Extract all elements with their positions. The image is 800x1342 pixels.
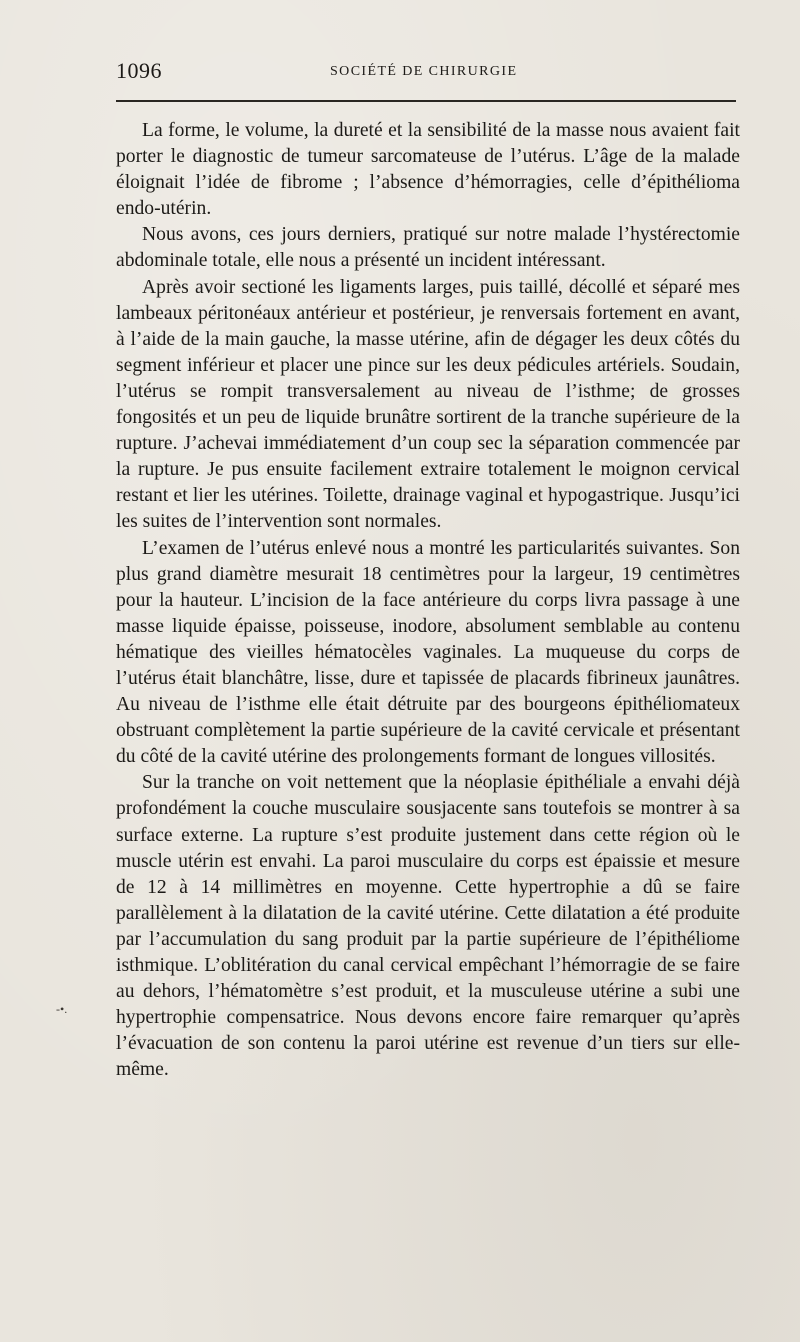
paragraph: L’examen de l’utérus enlevé nous a montré les particularités suivantes. Son plus grand diamètre mesurait 18 centimètres pour la largeur, 19 centimètres pour la hauteur. L’incision de la face antérieure du corps livra passage à une masse liquide épaisse, poisseuse, inodore, absolument semblable au contenu hématique des vieilles hématocèles vaginales. La muqueuse du corps de l’utérus était blanchâtre, lisse, dure et tapissée de placards fibrineux jaunâtres. Au niveau de l’isthme elle était détruite par des bourgeons épithéliomateux obstruant complètement la partie supérieure de la cavité cervicale et présentant du côté de la cavité utérine des prolongements formant de longues villosités. (116, 537, 740, 768)
paragraph: Sur la tranche on voit nettement que la néoplasie épithéliale a envahi déjà profondément la couche musculaire sousjacente sans toutefois se montrer à sa surface externe. La rupture s’est produite justement dans cette région où le muscle utérin est envahi. La paroi musculaire du corps est épaissie et mesure de 12 à 14 millimètres en moyenne. Cette hypertrophie a dû se faire parallèlement à la dilatation de la cavité utérine. Cette dilatation a été produite par l’accumulation du sang produit par la partie supérieure de l’épithéliome isthmique. L’oblitération du canal cervical empêchant l’hémorragie de se faire au dehors, l’hématomètre s’est produit, et la musculeuse utérine a subi une hypertrophie compensatrice. Nous devons encore faire remarquer qu’après l’évacuation de son contenu la paroi utérine est revenue d’un tiers sur elle-même. (116, 772, 740, 1081)
running-title: SOCIÉTÉ DE CHIRURGIE (330, 64, 518, 79)
body-text (116, 118, 740, 1083)
paragraph: Nous avons, ces jours derniers, pratiqué sur notre malade l’hystérectomie abdominale totale, elle nous a présenté un incident intéressant. (116, 224, 740, 272)
page-header (116, 58, 736, 88)
margin-mark: -•. (56, 1002, 68, 1016)
header-rule (116, 100, 736, 102)
paragraph: La forme, le volume, la dureté et la sensibilité de la masse nous avaient fait porter le diagnostic de tumeur sarcomateuse de l’utérus. L’âge de la malade éloignait l’idée de fibrome ; l’absence d’hémorragies, celle d’épithélioma endo-utérin. (116, 120, 740, 220)
page-number: 1096 (116, 58, 162, 83)
paragraph: Après avoir sectioné les ligaments larges, puis taillé, décollé et séparé mes lambeaux péritonéaux antérieur et postérieur, je renversais fortement en avant, à l’aide de la main gauche, la masse utérine, afin de dégager les deux côtés du segment inférieur et placer une pince sur les deux pédicules artériels. Soudain, l’utérus se rompit transversalement au niveau de l’isthme; de grosses fongosités et un peu de liquide brunâtre sortirent de la tranche supérieure de la rupture. J’achevai immédiatement d’un coup sec la séparation commencée par la rupture. Je pus ensuite facilement extraire totalement le moignon cervical restant et lier les utérines. Toilette, drainage vaginal et hypogastrique. Jusqu’ici les suites de l’intervention sont normales. (116, 276, 740, 533)
